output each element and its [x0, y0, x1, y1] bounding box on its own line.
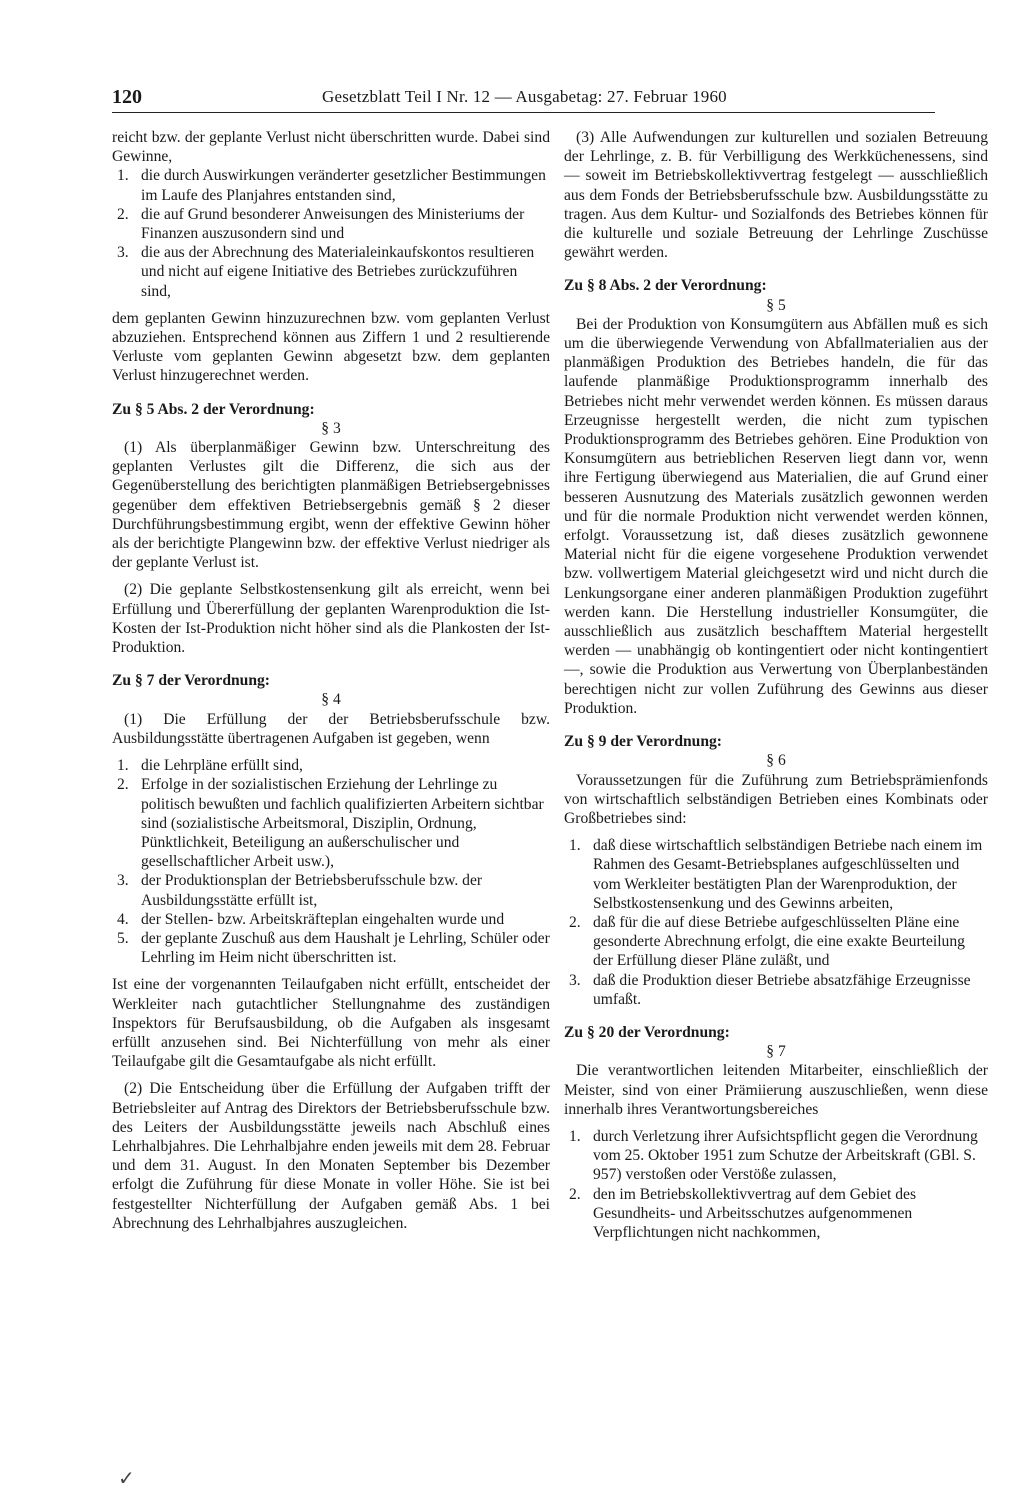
list-number: 2.: [117, 776, 129, 794]
paragraph: (1) Die Erfüllung der der Betriebsberufsschule bzw. Ausbildungsstätte übertragenen Aufgaben ist gegeben, wenn: [112, 710, 550, 747]
list-number: 2.: [117, 205, 129, 223]
paragraph: Voraussetzungen für die Zuführung zum Betriebsprämienfonds von wirtschaftlich selbständigen Betrieben eines Kombinats oder Großbetriebes sind:: [564, 771, 988, 827]
list-item: [112, 243, 550, 301]
list-number: 3.: [569, 971, 581, 989]
paragraph: (2) Die geplante Selbstkostensenkung gilt als erreicht, wenn bei Erfüllung und Übererfüllung der geplanten Warenproduktion die Ist-Kosten der Ist-Produktion nicht höher sind als die Plankosten der Ist-Produktion.: [112, 581, 550, 657]
section-number: § 6: [766, 752, 786, 770]
section-heading: Zu § 8 Abs. 2 der Verordnung:: [564, 277, 767, 295]
list-number: 5.: [117, 929, 129, 947]
list-item: [112, 775, 550, 871]
list-item: [564, 1185, 988, 1243]
list-number: 4.: [117, 910, 129, 928]
left-column: [112, 128, 550, 1233]
list-text: daß für die auf diese Betriebe aufgeschlüsselten Pläne eine gesonderte Abrechnung erfolgt, die eine exakte Beurteilung der Erfüllung dieser Pläne zuläßt, und: [593, 913, 965, 970]
list-item: [112, 166, 550, 204]
list-text: die Lehrpläne erfüllt sind,: [141, 757, 303, 775]
paragraph: (3) Alle Aufwendungen zur kulturellen und sozialen Betreuung der Lehrlinge, z. B. für Verbilligung des Werkküchenessens, sind — soweit im Betriebskollektivvertrag festgelegt — ausschließlich aus dem Fonds der Betriebsberufsschule bzw. Ausbildungsstätte zu tragen. Aus dem Kultur- und Sozialfonds des Betriebes können für die kulturelle und soziale Betreuung der Lehrlinge Zuschüsse gewährt werden.: [564, 129, 988, 262]
page-header: [112, 86, 935, 113]
section-number: § 7: [766, 1043, 786, 1061]
section-heading: Zu § 9 der Verordnung:: [564, 733, 723, 751]
section-heading: Zu § 7 der Verordnung:: [112, 672, 271, 690]
list-item: [112, 205, 550, 243]
list-text: die auf Grund besonderer Anweisungen des Ministeriums der Finanzen auszusondern sind und: [141, 205, 525, 243]
section-number: § 3: [321, 419, 341, 437]
list-gewinne: [112, 166, 550, 300]
paragraph: Die verantwortlichen leitenden Mitarbeiter, einschließlich der Meister, sind von einer Prämiierung auszuschließen, wenn diese innerhalb ihres Verantwortungsbereiches: [564, 1062, 988, 1118]
list-item: [564, 913, 988, 971]
list-number: 1.: [117, 167, 129, 185]
list-text: durch Verletzung ihrer Aufsichtspflicht gegen die Verordnung vom 25. Oktober 1951 zum Schutze der Arbeitskraft (GBl. S. 957) verstoßen oder Verstöße zulassen,: [593, 1127, 978, 1184]
list-text: der geplante Zuschuß aus dem Haushalt je Lehrling, Schüler oder Lehrling im Heim nicht überschritten ist.: [141, 929, 550, 967]
page-number: 120: [112, 86, 142, 108]
list-text: die aus der Abrechnung des Materialeinkaufskontos resultieren und nicht auf eigene Initiative des Betriebes zurückzuführen sind,: [141, 244, 535, 300]
list-item: [112, 929, 550, 967]
list-number: 2.: [569, 913, 581, 931]
list-text: daß diese wirtschaftlich selbständigen Betriebe nach einem im Rahmen des Gesamt-Betriebsplanes aufgeschlüsselten und vom Werkleiter bestätigten Plan der Warenproduktion, der Selbstkostensenkung und des Gewinns arbeiten,: [593, 837, 983, 912]
list-voraussetzungen: [564, 836, 988, 1009]
list-aufgaben: [112, 756, 550, 967]
list-number: 1.: [569, 837, 581, 855]
check-mark-icon: ✓: [118, 1468, 135, 1490]
paragraph: Ist eine der vorgenannten Teilaufgaben nicht erfüllt, entscheidet der Werkleiter nach gutachtlicher Stellungnahme des zuständigen Inspektors für Berufsausbildung, ob die Aufgaben als insgesamt erfüllt anzusehen sind. Bei Nichterfüllung von mehr als einer Teilaufgabe gilt die Gesamtaufgabe als nicht erfüllt.: [112, 976, 550, 1071]
section-heading: Zu § 5 Abs. 2 der Verordnung:: [112, 400, 315, 418]
paragraph: (2) Die Entscheidung über die Erfüllung der Aufgaben trifft der Betriebsleiter auf Antrag des Direktors der Betriebsberufsschule bzw. des Leiters der Ausbildungsstätte jeweils nach Abschluß eines Lehrhalbjahres. Die Lehrhalbjahre enden jeweils mit dem 28. Februar und dem 31. August. In den Monaten September bis Dezember erfolgt die Zuführung für diese Monate in voller Höhe. Sie ist bei festgestellter Nichterfüllung der Aufgaben gemäß Abs. 1 bei Abrechnung des Lehrhalbjahres auszugleichen.: [112, 1080, 550, 1232]
list-text: die durch Auswirkungen veränderter gesetzlicher Bestimmungen im Laufe des Planjahres entstanden sind,: [141, 167, 546, 204]
list-number: 3.: [117, 244, 129, 262]
header-title: Gesetzblatt Teil I Nr. 12 — Ausgabetag: 27. Februar 1960: [322, 87, 727, 106]
paragraph: reicht bzw. der geplante Verlust nicht überschritten wurde. Dabei sind Gewinne,: [112, 129, 550, 166]
list-text: daß die Produktion dieser Betriebe absatzfähige Erzeugnisse umfaßt.: [593, 971, 971, 1008]
section-heading: Zu § 20 der Verordnung:: [564, 1023, 730, 1041]
list-item: [112, 756, 550, 775]
list-number: 1.: [117, 757, 129, 775]
list-item: [112, 910, 550, 929]
list-text: der Stellen- bzw. Arbeitskräfteplan eingehalten wurde und: [141, 910, 505, 928]
list-item: [564, 836, 988, 913]
section-number: § 4: [321, 691, 341, 709]
list-text: der Produktionsplan der Betriebsberufsschule bzw. der Ausbildungsstätte erfüllt ist,: [141, 872, 483, 909]
list-item: [564, 1127, 988, 1185]
list-number: 2.: [569, 1185, 581, 1203]
list-number: 1.: [569, 1127, 581, 1145]
paragraph: Bei der Produktion von Konsumgütern aus Abfällen muß es sich um die überwiegende Verwendung von Abfallmaterialien aus der planmäßigen Produktion des Betriebes handeln, die für das laufende planmäßige Produktionsprogramm innerhalb des Betriebes nicht mehr verwendet werden können. Es müssen daraus Erzeugnisse hergestellt werden, die nicht zum typischen Produktionsprogramm des Betriebes gehören. Eine Produktion von Konsumgütern aus betrieblichen Reserven liegt dann vor, wenn ihre Fertigung überwiegend aus Materialien, die auf Grund einer besseren Ausnutzung des Materials zusätzlich gewonnen werden und für die normale Produktion nicht verwendet werden können, erfolgt. Voraussetzung ist, daß dieses zusätzlich gewonnene Material nicht für die eigene vorgesehene Produktion verwendet bzw. vollwertigem Material gleichgesetzt wird und nicht durch die Lenkungsorgane einer anderen planmäßigen Produktion zugeführt werden kann. Die Herstellung industrieller Konsumgüter, die ausschließlich aus zusätzlich beschafftem Material hergestellt werden — unabhängig ob kontingentiert oder nicht kontingentiert —, sowie die Produktion aus Verwertung von Überplanbeständen berechtigen nicht zur vollen Zuführung des Gewinns aus dieser Produktion.: [564, 315, 988, 717]
list-text: Erfolge in der sozialistischen Erziehung der Lehrlinge zu politisch bewußten und fachlich qualifizierten Arbeitern sichtbar sind (sozialistische Arbeitsmoral, Disziplin, Ordnung, Pünktlichkeit, Beteiligung an außerschulischer und gesellschaftlicher Arbeit usw.),: [141, 776, 544, 871]
list-number: 3.: [117, 872, 129, 890]
list-item: [112, 871, 550, 909]
list-text: den im Betriebskollektivvertrag auf dem Gebiet des Gesundheits- und Arbeitsschutzes aufgenommenen Verpflichtungen nicht nachkommen,: [593, 1185, 917, 1241]
list-ausschluss: [564, 1127, 988, 1242]
paragraph: dem geplanten Gewinn hinzuzurechnen bzw. vom geplanten Verlust abzuziehen. Entsprechend können aus Ziffern 1 und 2 resultierende Verluste vom geplanten Gewinn abgesetzt bzw. dem geplanten Verlust hinzugerechnet werden.: [112, 309, 550, 385]
list-item: [564, 971, 988, 1009]
section-number: § 5: [766, 296, 786, 314]
right-column: [564, 128, 988, 1242]
paragraph: (1) Als überplanmäßiger Gewinn bzw. Unterschreitung des geplanten Verlustes gilt die Differenz, die sich aus der Gegenüberstellung des berichtigten planmäßigen Betriebsergebnisses gegenüber dem effektiven Betriebsergebnis gemäß § 2 dieser Durchführungsbestimmung ergibt, wenn der effektive Gewinn höher als der berichtigte Plangewinn bzw. der effektive Verlust niedriger als der geplante Verlust ist.: [112, 439, 550, 572]
